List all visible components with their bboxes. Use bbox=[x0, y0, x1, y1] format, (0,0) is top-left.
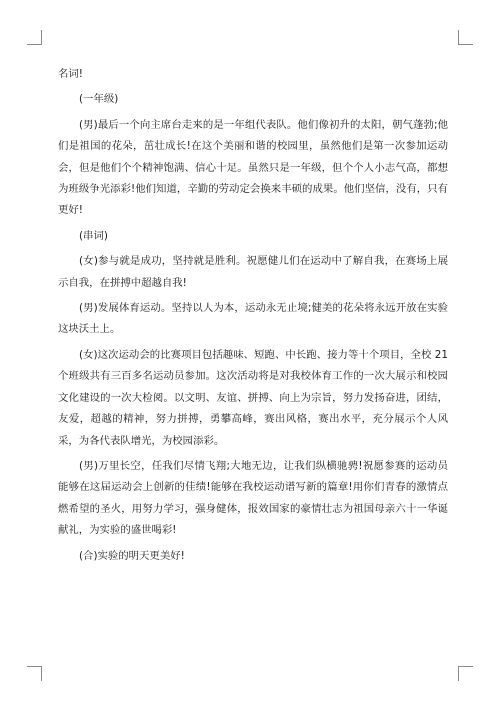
paragraph-female-participation: (女)参与就是成功，坚持就是胜利。祝愿健儿们在运动中了解自我，在赛场上展示自我，在拼搏中超越自我! bbox=[58, 255, 448, 289]
paragraph-transition-heading: (串词) bbox=[79, 229, 108, 242]
crop-mark-top-right bbox=[458, 30, 473, 45]
crop-mark-bottom-left bbox=[27, 666, 42, 681]
paragraph-together-closing: (合)实验的明天更美好! bbox=[79, 549, 185, 562]
paragraph-male-sports: (男)发展体育运动。坚持以人为本，运动永无止境;健美的花朵将永远开放在实验这块沃土上。 bbox=[58, 302, 448, 336]
crop-mark-bottom-right bbox=[458, 666, 473, 681]
document-body bbox=[58, 64, 448, 571]
paragraph-male-wishes: (男)万里长空，任我们尽情飞翔;大地无边，让我们纵横驰骋!祝愿参赛的运动员能够在这届运动会上创新的佳绩!能够在我校运动谱写新的篇章!用你们青春的激情点燃希望的圣火，用努力学习，强身健体，报效国家的豪情壮志为祖国母亲六十一华诞献礼，为实验的盛世喝彩! bbox=[58, 459, 448, 537]
paragraph-grade-one-heading: (一年级) bbox=[79, 93, 119, 106]
crop-mark-top-left bbox=[27, 30, 42, 45]
paragraph-grade-one-intro: (男)最后一个向主席台走来的是一年组代表队。他们像初升的太阳，朝气蓬勃;他们是祖国的花朵，茁壮成长!在这个美丽和谐的校园里，虽然他们是第一次参加运动会，但是他们个个精神饱满、信心十足。虽然只是一年级，但个个人小志气高，都想为班级争光添彩!他们知道，辛勤的劳动定会换来丰硕的成果。他们坚信，没有，只有更好! bbox=[58, 118, 448, 217]
paragraph-closing-word: 名词! bbox=[58, 68, 83, 80]
paragraph-female-events: (女)这次运动会的比赛项目包括趣味、短跑、中长跑、接力等十个项目，全校 21 个班级共有三百多名运动员参加。这次活动将是对我校体育工作的一次大展示和校园文化建设的一次大检阅。以文明、友谊、拼搏、向上为宗旨，努力发扬奋进，团结，友爱，超越的精神，努力拼搏，勇攀高峰，赛出风格，赛出水平，充分展示个人风采，为各代表队增光，为校园添彩。 bbox=[58, 348, 448, 447]
